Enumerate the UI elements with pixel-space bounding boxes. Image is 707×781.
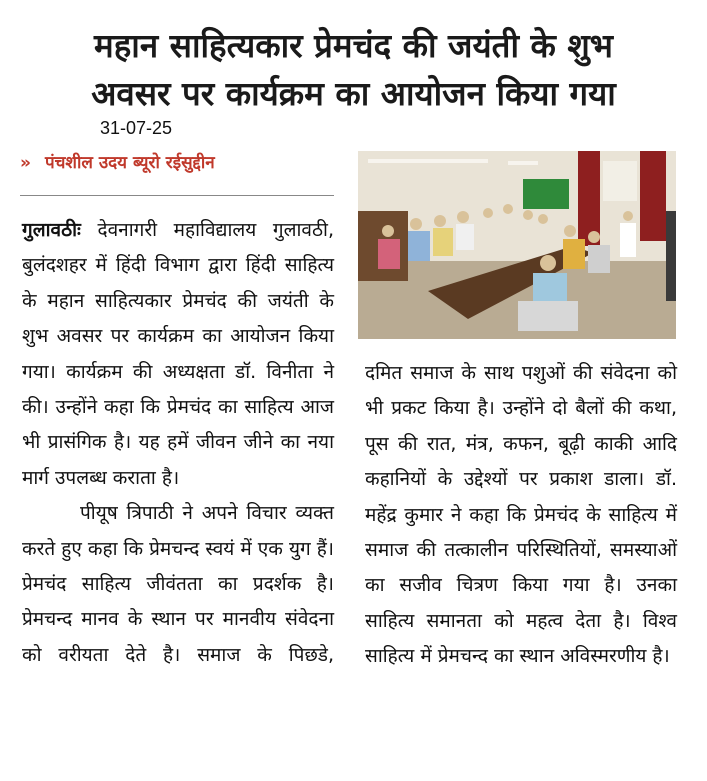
publication-date: 31-07-25 [100, 118, 173, 138]
article-paragraph-1-text: देवनागरी महाविद्यालय गुलावठी, बुलंदशहर में हिंदी विभाग द्वारा हिंदी साहित्य के महान साहित्यकार प्रेमचंद की जयंती के शुभ अवसर पर कार्यक्रम का आयोजन किया गया। कार्यक्रम की अध्यक्षता डॉ. विनीता ने की। उन्होंने कहा कि प्रेमचंद का साहित्य आज भी प्रासंगिक है। यह हमें जीवन जीने का नया मार्ग उपलब्ध कराता है। [22, 219, 334, 489]
byline-text: पंचशील उदय ब्यूरो रईसुद्दीन [44, 153, 215, 173]
headline-line-2: अवसर पर कार्यक्रम का आयोजन किया गया [91, 74, 616, 113]
byline [20, 150, 334, 173]
article-paragraph-2: पीयूष त्रिपाठी ने अपने विचार व्यक्त करते हुए कहा कि प्रेमचन्द स्वयं में एक युग हैं। प्रेमचंद साहित्य जीवंतता का प्रदर्शक है। प्रेमचन्द मानव के स्थान पर मानवीय संवेदना को वरीयता देते है। समाज के पिछडे, [22, 502, 334, 666]
article-paragraph-1 [22, 213, 334, 496]
byline-marker: » [20, 153, 31, 173]
headline [0, 22, 707, 118]
byline-divider [20, 195, 334, 196]
article-column-right [365, 356, 677, 675]
headline-line-1: महान साहित्यकार प्रेमचंद की जयंती के शुभ [94, 26, 613, 65]
article-paragraph-3: दमित समाज के साथ पशुओं की संवेदना को भी प्रकट किया है। उन्होंने दो बैलों की कथा, पूस की रात, मंत्र, कफन, बूढ़ी काकी आदि कहानियों के उद्देश्यों पर प्रकाश डाला। डॉ. महेंद्र कुमार ने कहा कि प्रेमचंद के साहित्य में समाज की तत्कालीन परिस्थितियों, समस्याओं का सजीव चित्रण किया गया है। उनका साहित्य समानता को महत्व देता है। विश्व साहित्य में प्रेमचन्द का स्थान अविस्मरणीय है। [365, 362, 677, 668]
event-photo-illustration [358, 151, 676, 339]
article-dateline: गुलावठीः [22, 219, 81, 241]
article-column-left [22, 213, 334, 673]
event-photo [358, 151, 676, 339]
